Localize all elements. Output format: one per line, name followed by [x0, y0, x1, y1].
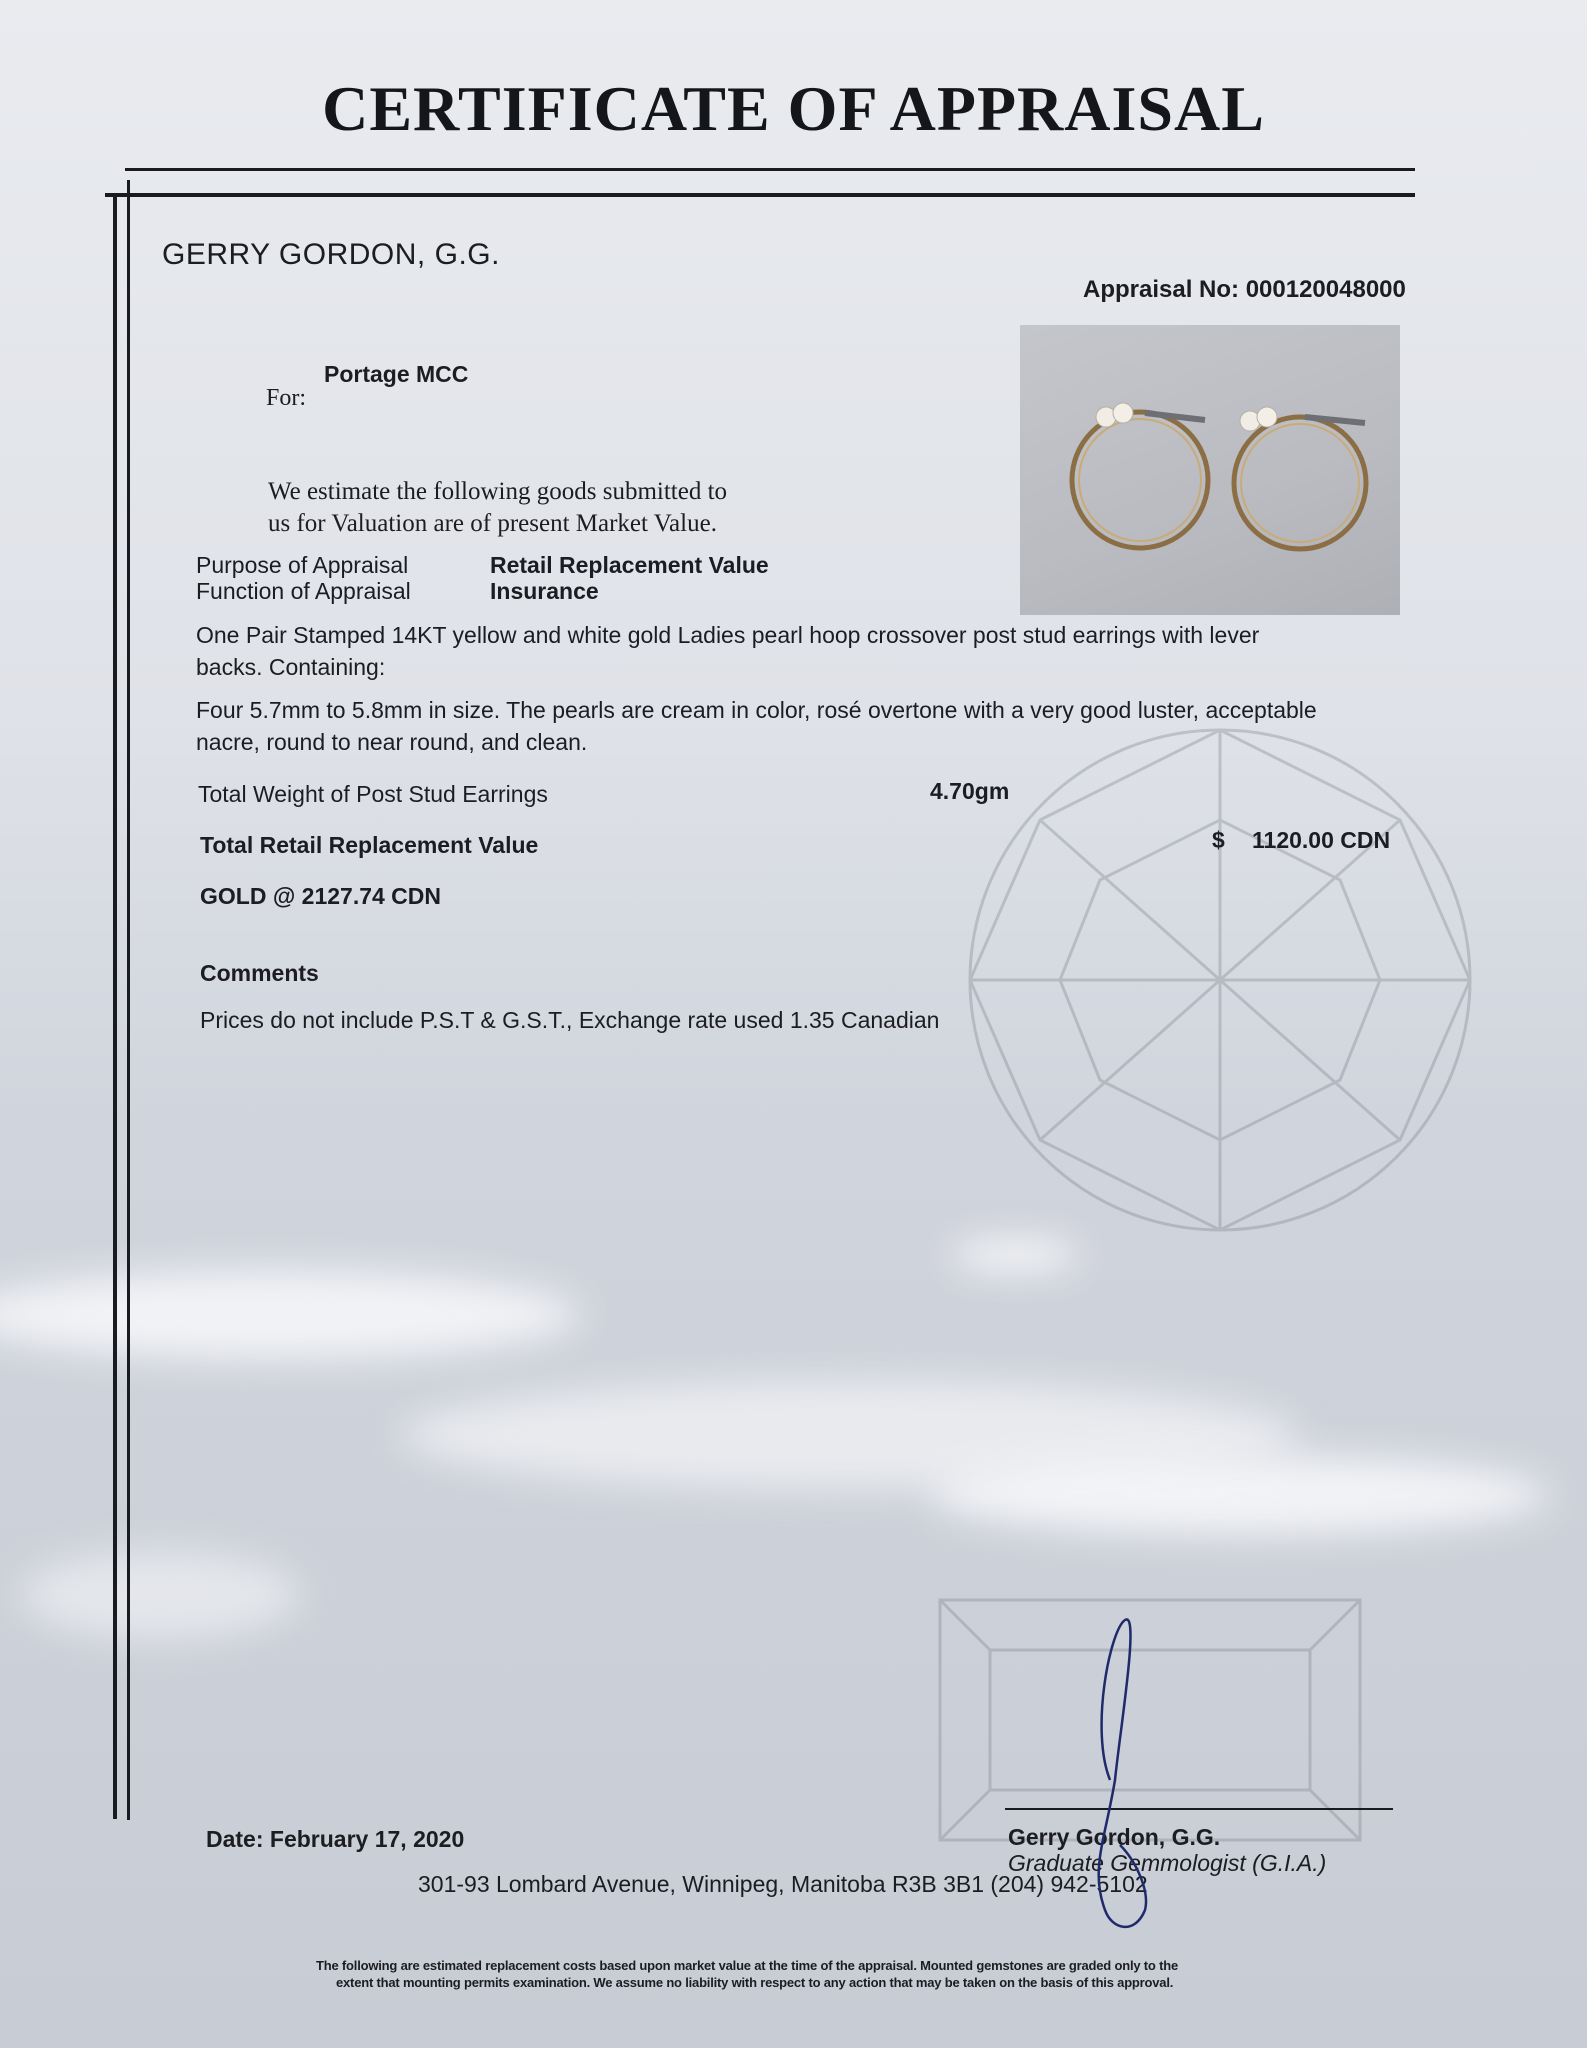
description-line: backs. Containing: — [196, 654, 386, 680]
disclaimer-line: extent that mounting permits examination. We assume no liability with respect to any action that may be taken on the basis of this approval. — [336, 1975, 1174, 1990]
glare-reflection — [0, 1270, 580, 1360]
appraisal-date: Date: February 17, 2020 — [206, 1826, 465, 1852]
intro-line: us for Valuation are of present Market Value. — [268, 510, 717, 537]
weight-value: 4.70gm — [930, 778, 1010, 804]
page-title: CERTIFICATE OF APPRAISAL — [322, 73, 1265, 144]
function-value: Insurance — [490, 578, 599, 604]
glare-reflection — [20, 1550, 300, 1640]
top-rule — [125, 168, 1415, 171]
address: 301-93 Lombard Avenue, Winnipeg, Manitoba R3B 3B1 (204) 942-5102 — [418, 1871, 1148, 1897]
top-rule — [105, 193, 1415, 197]
weight-label: Total Weight of Post Stud Earrings — [198, 781, 548, 807]
description-line: One Pair Stamped 14KT yellow and white gold Ladies pearl hoop crossover post stud earrings with lever — [196, 622, 1260, 648]
signer-name: Gerry Gordon, G.G. — [1008, 1824, 1221, 1850]
comments-heading: Comments — [200, 960, 319, 986]
value-amount: 1120.00 CDN — [1252, 827, 1391, 853]
client-name: Portage MCC — [324, 361, 469, 387]
signer-title: Graduate Gemmologist (G.I.A.) — [1008, 1850, 1327, 1876]
pearls-line: Four 5.7mm to 5.8mm in size. The pearls are cream in color, rosé overtone with a very good luster, acceptable — [196, 697, 1317, 723]
purpose-value: Retail Replacement Value — [490, 552, 769, 578]
earrings-photo — [1020, 325, 1400, 615]
function-label: Function of Appraisal — [196, 578, 411, 604]
left-border — [127, 180, 130, 1820]
purpose-label: Purpose of Appraisal — [196, 552, 409, 578]
value-label: Total Retail Replacement Value — [200, 832, 539, 858]
disclaimer-line: The following are estimated replacement costs based upon market value at the time of the appraisal. Mounted gemstones are graded only to the — [316, 1958, 1178, 1973]
left-border — [113, 193, 117, 1819]
gold-price: GOLD @ 2127.74 CDN — [200, 883, 442, 909]
handwritten-signature — [1050, 1610, 1170, 1940]
for-label: For: — [266, 385, 307, 411]
value-currency: $ — [1212, 827, 1225, 853]
intro-line: We estimate the following goods submitted to — [268, 478, 728, 505]
appraisal-number: Appraisal No: 000120048000 — [1083, 276, 1406, 303]
diamond-watermark — [880, 700, 1500, 1850]
comments-text: Prices do not include P.S.T & G.S.T., Exchange rate used 1.35 Canadian — [200, 1007, 940, 1033]
pearls-line: nacre, round to near round, and clean. — [196, 729, 588, 755]
appraiser-name: GERRY GORDON, G.G. — [162, 238, 500, 271]
